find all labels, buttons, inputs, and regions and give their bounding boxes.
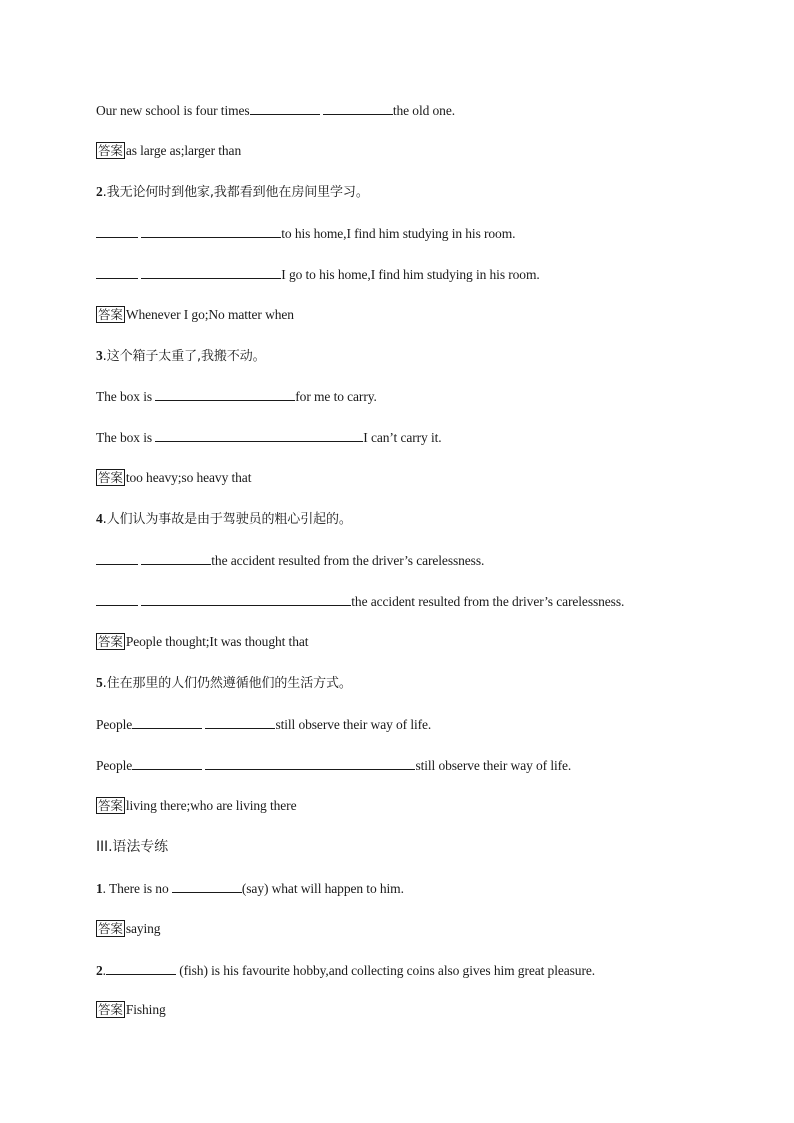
question-prompt: .这个箱子太重了,我搬不动。 <box>102 349 266 364</box>
q4-sentence-b <box>96 592 624 611</box>
answer-blank[interactable] <box>205 715 275 729</box>
answer-badge: 答案 <box>98 921 123 936</box>
question-number: 2 <box>96 963 103 978</box>
q1-answer <box>96 142 241 160</box>
answer-text: as large as;larger than <box>125 143 242 158</box>
answer-blank[interactable] <box>106 961 176 975</box>
answer-badge: 答案 <box>98 307 123 322</box>
question-prompt: .住在那里的人们仍然遵循他们的生活方式。 <box>102 676 352 691</box>
sentence-text: People <box>96 717 133 732</box>
answer-blank[interactable] <box>250 101 320 115</box>
q3-prompt <box>96 347 266 366</box>
sentence-text: The box is <box>96 430 156 445</box>
q5-answer <box>96 797 296 815</box>
answer-text: Whenever I go;No matter when <box>125 307 294 322</box>
answer-blank[interactable] <box>141 265 281 279</box>
answer-text: too heavy;so heavy that <box>125 470 252 485</box>
sentence-text: People <box>96 758 133 773</box>
answer-badge: 答案 <box>98 798 123 813</box>
sentence-text: (say) what will happen to him. <box>241 881 404 896</box>
answer-text: living there;who are living there <box>125 798 297 813</box>
question-prompt: .我无论何时到他家,我都看到他在房间里学习。 <box>102 185 369 200</box>
q3-sentence-b <box>96 428 442 447</box>
section-heading: III.语法专练 <box>96 839 169 855</box>
answer-badge: 答案 <box>98 470 123 485</box>
g2-answer <box>96 1001 166 1019</box>
sentence-text: still observe their way of life. <box>415 758 572 773</box>
g2-sentence <box>96 961 595 980</box>
sentence-text: Our new school is four times <box>96 103 250 118</box>
sentence-text: The box is <box>96 389 156 404</box>
answer-badge: 答案 <box>98 634 123 649</box>
sentence-text: . <box>102 963 106 978</box>
q2-prompt <box>96 183 369 202</box>
question-number: 4 <box>96 511 103 526</box>
sentence-text: I can’t carry it. <box>363 430 442 445</box>
answer-blank[interactable] <box>96 551 138 565</box>
g1-sentence <box>96 879 404 898</box>
g1-answer <box>96 920 160 938</box>
q4-answer <box>96 633 308 651</box>
q5-prompt <box>96 674 352 693</box>
question-number: 1 <box>96 881 103 896</box>
answer-blank[interactable] <box>323 101 393 115</box>
sentence-text: the old one. <box>392 103 456 118</box>
answer-blank[interactable] <box>172 879 242 893</box>
sentence-text: the accident resulted from the driver’s carelessness. <box>351 594 625 609</box>
answer-blank[interactable] <box>96 592 138 606</box>
answer-blank[interactable] <box>155 428 363 442</box>
sentence-text: to his home,I find him studying in his room. <box>281 226 516 241</box>
answer-blank[interactable] <box>132 715 202 729</box>
q2-sentence-b <box>96 265 540 284</box>
q4-sentence-a <box>96 551 484 570</box>
question-number: 3 <box>96 348 103 363</box>
q3-sentence-a <box>96 387 377 406</box>
answer-badge: 答案 <box>98 1002 123 1017</box>
answer-blank[interactable] <box>205 756 415 770</box>
q2-sentence-a <box>96 224 515 243</box>
sentence-text: (fish) is his favourite hobby,and collecting coins also gives him great pleasure. <box>175 963 596 978</box>
question-prompt: .人们认为事故是由于驾驶员的粗心引起的。 <box>102 512 352 527</box>
question-number: 2 <box>96 184 103 199</box>
answer-blank[interactable] <box>155 387 295 401</box>
answer-text: People thought;It was thought that <box>125 634 309 649</box>
question-number: 5 <box>96 675 103 690</box>
answer-blank[interactable] <box>141 592 351 606</box>
q4-prompt <box>96 510 352 529</box>
sentence-text: I go to his home,I find him studying in his room. <box>281 267 540 282</box>
sentence-text: . There is no <box>102 881 172 896</box>
answer-blank[interactable] <box>141 551 211 565</box>
answer-blank[interactable] <box>96 265 138 279</box>
q5-sentence-a <box>96 715 431 734</box>
answer-blank[interactable] <box>96 224 138 238</box>
answer-blank[interactable] <box>141 224 281 238</box>
q1-sentence-a <box>96 101 455 120</box>
q2-answer <box>96 306 294 324</box>
sentence-text: for me to carry. <box>295 389 377 404</box>
answer-badge: 答案 <box>98 143 123 158</box>
answer-blank[interactable] <box>132 756 202 770</box>
sentence-text: still observe their way of life. <box>275 717 432 732</box>
q3-answer <box>96 469 251 487</box>
answer-text: Fishing <box>125 1002 166 1017</box>
q5-sentence-b <box>96 756 571 775</box>
answer-text: saying <box>125 921 161 936</box>
sentence-text: the accident resulted from the driver’s carelessness. <box>211 553 485 568</box>
